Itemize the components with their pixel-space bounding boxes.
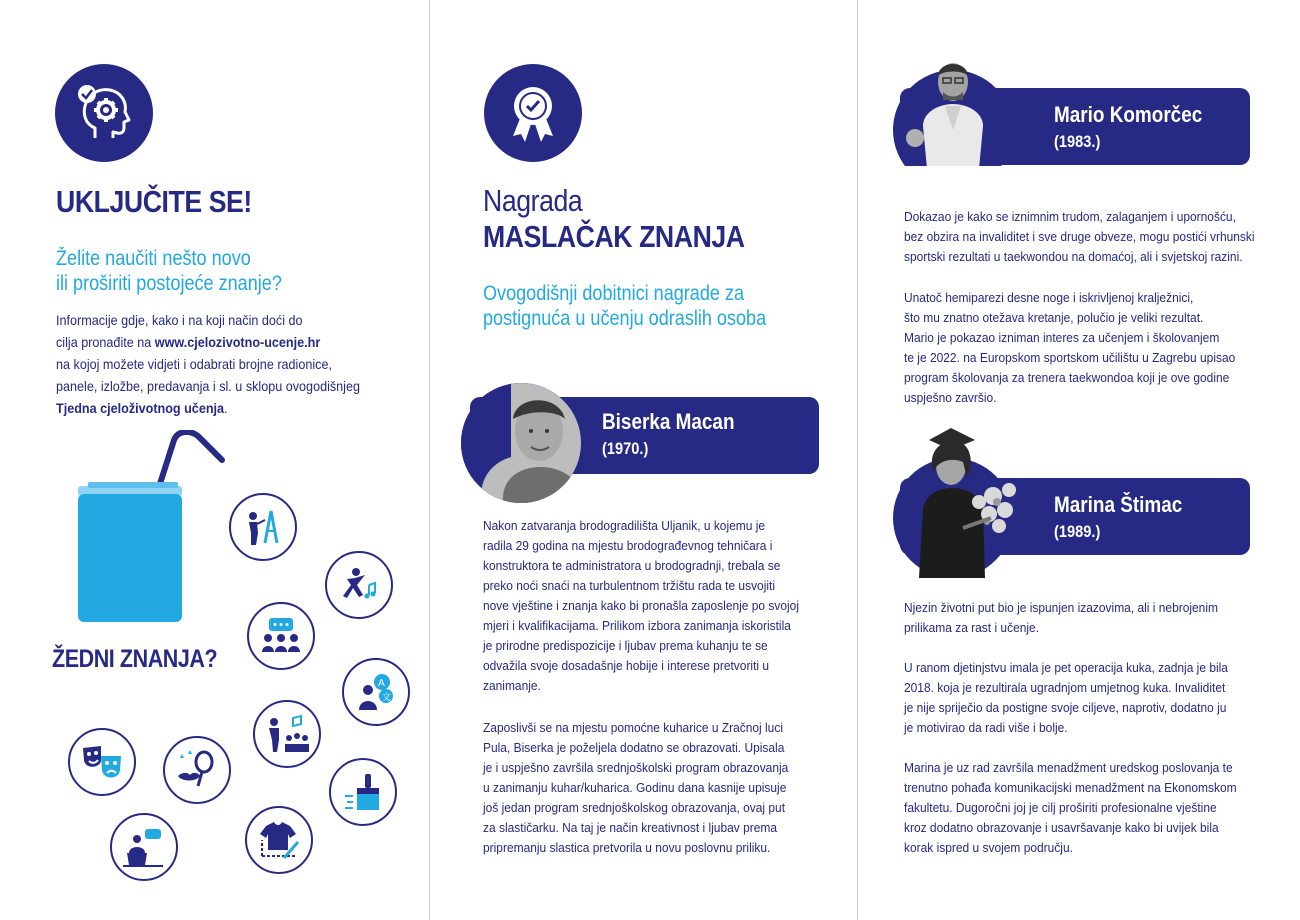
winner-photo-mario xyxy=(893,70,1013,190)
text-line: je i uspješno završila srednjoškolski program obrazovanja xyxy=(483,760,789,775)
text-line: bez obzira na invaliditet i sve druge obveze, mogu postići vrhunski xyxy=(904,229,1255,244)
intro-line: Informacije gdje, kako i na koji način doći do xyxy=(56,312,303,328)
text-line: sportski rezultati u taekwondou na domaćoj, ali i svjetskoj razini. xyxy=(904,249,1243,264)
svg-text:文: 文 xyxy=(382,693,392,703)
text-line: što mu znatno otežava kretanje, polučio je veliki rezultat. xyxy=(904,310,1204,325)
award-title-line2: MASLAČAK ZNANJA xyxy=(483,219,745,254)
col1-intro xyxy=(56,309,360,419)
award-title-line1: Nagrada xyxy=(483,183,583,218)
award-ribbon-icon xyxy=(484,64,582,162)
event-name: Tjedna cjeloživotnog učenja xyxy=(56,400,225,416)
intro-line: panele, izložbe, predavanja i sl. u sklopu ovogodišnjeg xyxy=(56,378,361,394)
text-line: odvažila svoje dosadašnje hobije i interese pretvoriti u xyxy=(483,658,770,673)
painter-icon xyxy=(229,493,297,561)
text-line: Pula, Biserka je poželjela dodatno se obrazovati. Upisala xyxy=(483,740,785,755)
text-line: zanimanje. xyxy=(483,678,541,693)
intro-line: na kojoj možete vidjeti i odabrati brojne radionice, xyxy=(56,356,332,372)
text-line: konstruktora te administratora u brodogradnji, trebala se xyxy=(483,558,781,573)
text-line: program školovanja za trenera taekwondoa koji je ove godine xyxy=(904,370,1230,385)
winner-name: Marina Štimac xyxy=(1054,492,1183,517)
page-title-ukljucite: UKLJUČITE SE! xyxy=(56,184,252,219)
winner-name: Mario Komorčec xyxy=(1054,102,1203,127)
text-line: Marina je uz rad završila menadžment uredskog poslovanja te xyxy=(904,760,1233,775)
text-line: 2018. koja je rezultirala ugradnjom umjetnog kuka. Invaliditet xyxy=(904,680,1226,695)
mario-paragraph-1 xyxy=(904,207,1255,267)
cleaning-icon xyxy=(329,758,397,826)
intro-punct: . xyxy=(224,400,228,416)
marina-paragraph-2 xyxy=(904,658,1228,738)
biserka-paragraph-1 xyxy=(483,516,799,696)
subtitle-line: Želite naučiti nešto novo xyxy=(56,247,251,270)
makeup-mirror-icon xyxy=(163,736,231,804)
column-divider-right xyxy=(857,0,858,920)
language-icon xyxy=(342,658,410,726)
website-link[interactable]: www.cjelozivotno-ucenje.hr xyxy=(154,334,321,350)
intro-line: cilja pronađite na xyxy=(56,334,155,350)
svg-text:A: A xyxy=(378,678,385,689)
tshirt-sewing-icon xyxy=(245,806,313,874)
theatre-masks-icon xyxy=(68,728,136,796)
juice-box-icon xyxy=(74,430,234,635)
text-line: je prirodne predispozicije i ljubav prema kuhanju te se xyxy=(483,638,768,653)
text-line: nove vještine i znanja kako bi pronašla zaposlenje po svojoj xyxy=(483,598,799,613)
text-line: radila 29 godina na mjestu brodograđevnog tehničara i xyxy=(483,538,773,553)
group-talk-icon xyxy=(247,602,315,670)
text-line: Njezin životni put bio je ispunjen izazovima, ali i nebrojenim xyxy=(904,600,1218,615)
text-line: Nakon zatvaranja brodogradilišta Uljanik, u kojemu je xyxy=(483,518,766,533)
winner-photo-marina xyxy=(893,458,1013,578)
subtitle-line: Ovogodišnji dobitnici nagrade za xyxy=(483,282,745,305)
column-divider-left xyxy=(429,0,430,920)
dancer-icon xyxy=(325,551,393,619)
subtitle-line: postignuća u učenju odraslih osoba xyxy=(483,307,767,330)
marina-paragraph-1 xyxy=(904,598,1218,638)
text-line: u zanimanju kuhar/kuharica. Godinu dana kasnije upisuje xyxy=(483,780,787,795)
winner-photo-biserka xyxy=(461,383,581,503)
text-line: fakultetu. Dugoročni joj je cilj proširiti profesionalne vještine xyxy=(904,800,1217,815)
winner-year: (1970.) xyxy=(602,439,649,458)
text-line: još jedan program srednjoškolskog obrazovanja, ovaj put xyxy=(483,800,786,815)
text-line: Unatoč hemiparezi desne noge i iskrivljenoj kralježnici, xyxy=(904,290,1194,305)
text-line: uspješno završio. xyxy=(904,390,997,405)
biserka-paragraph-2 xyxy=(483,718,788,858)
head-gear-icon xyxy=(55,64,153,162)
text-line: pripremanju slastica pretvorila u novu poslovnu priliku. xyxy=(483,840,771,855)
award-title xyxy=(483,183,745,255)
text-line: za slastičarku. Na taj je način kreativnost i ljubav prema xyxy=(483,820,778,835)
text-line: trenutno pohađa komunikacijski menadžment na Ekonomskom xyxy=(904,780,1237,795)
text-line: je nije spriječio da postigne svoje ciljeve, naprotiv, dodatno ju xyxy=(904,700,1227,715)
winner-year: (1989.) xyxy=(1054,522,1101,541)
subtitle-line: ili proširiti postojeće znanje? xyxy=(56,272,282,295)
slogan: ŽEDNI ZNANJA? xyxy=(52,645,218,673)
text-line: preko noći snaći na turbulentnom tržištu rada te usvojiti xyxy=(483,578,776,593)
music-group-icon xyxy=(253,700,321,768)
text-line: Dokazao je kako se iznimnim trudom, zalaganjem i upornošću, xyxy=(904,209,1236,224)
mario-paragraph-2 xyxy=(904,288,1235,408)
text-line: prilikama za rast i učenje. xyxy=(904,620,1040,635)
text-line: je motivirao da radi više i bolje. xyxy=(904,720,1068,735)
text-line: Zaposlivši se na mjestu pomoćne kuharice u Zračnoj luci xyxy=(483,720,783,735)
winner-name: Biserka Macan xyxy=(602,409,735,434)
winner-year: (1983.) xyxy=(1054,132,1101,151)
col1-subtitle xyxy=(56,246,282,296)
text-line: kroz dodatno obrazovanje i usavršavanje kako bi uvijek bila xyxy=(904,820,1219,835)
text-line: mjeri i kvalifikacijama. Prilikom izbora zanimanja iskoristila xyxy=(483,618,791,633)
text-line: Mario je pokazao izniman interes za učenjem i školovanjem xyxy=(904,330,1220,345)
speaker-podium-icon xyxy=(110,813,178,881)
marina-paragraph-3 xyxy=(904,758,1237,858)
text-line: te je 2022. na Europskom sportskom učilištu u Zagrebu upisao xyxy=(904,350,1236,365)
col2-subtitle xyxy=(483,281,766,331)
text-line: U ranom djetinjstvu imala je pet operacija kuka, zadnja je bila xyxy=(904,660,1228,675)
text-line: korak ispred u svojem području. xyxy=(904,840,1073,855)
